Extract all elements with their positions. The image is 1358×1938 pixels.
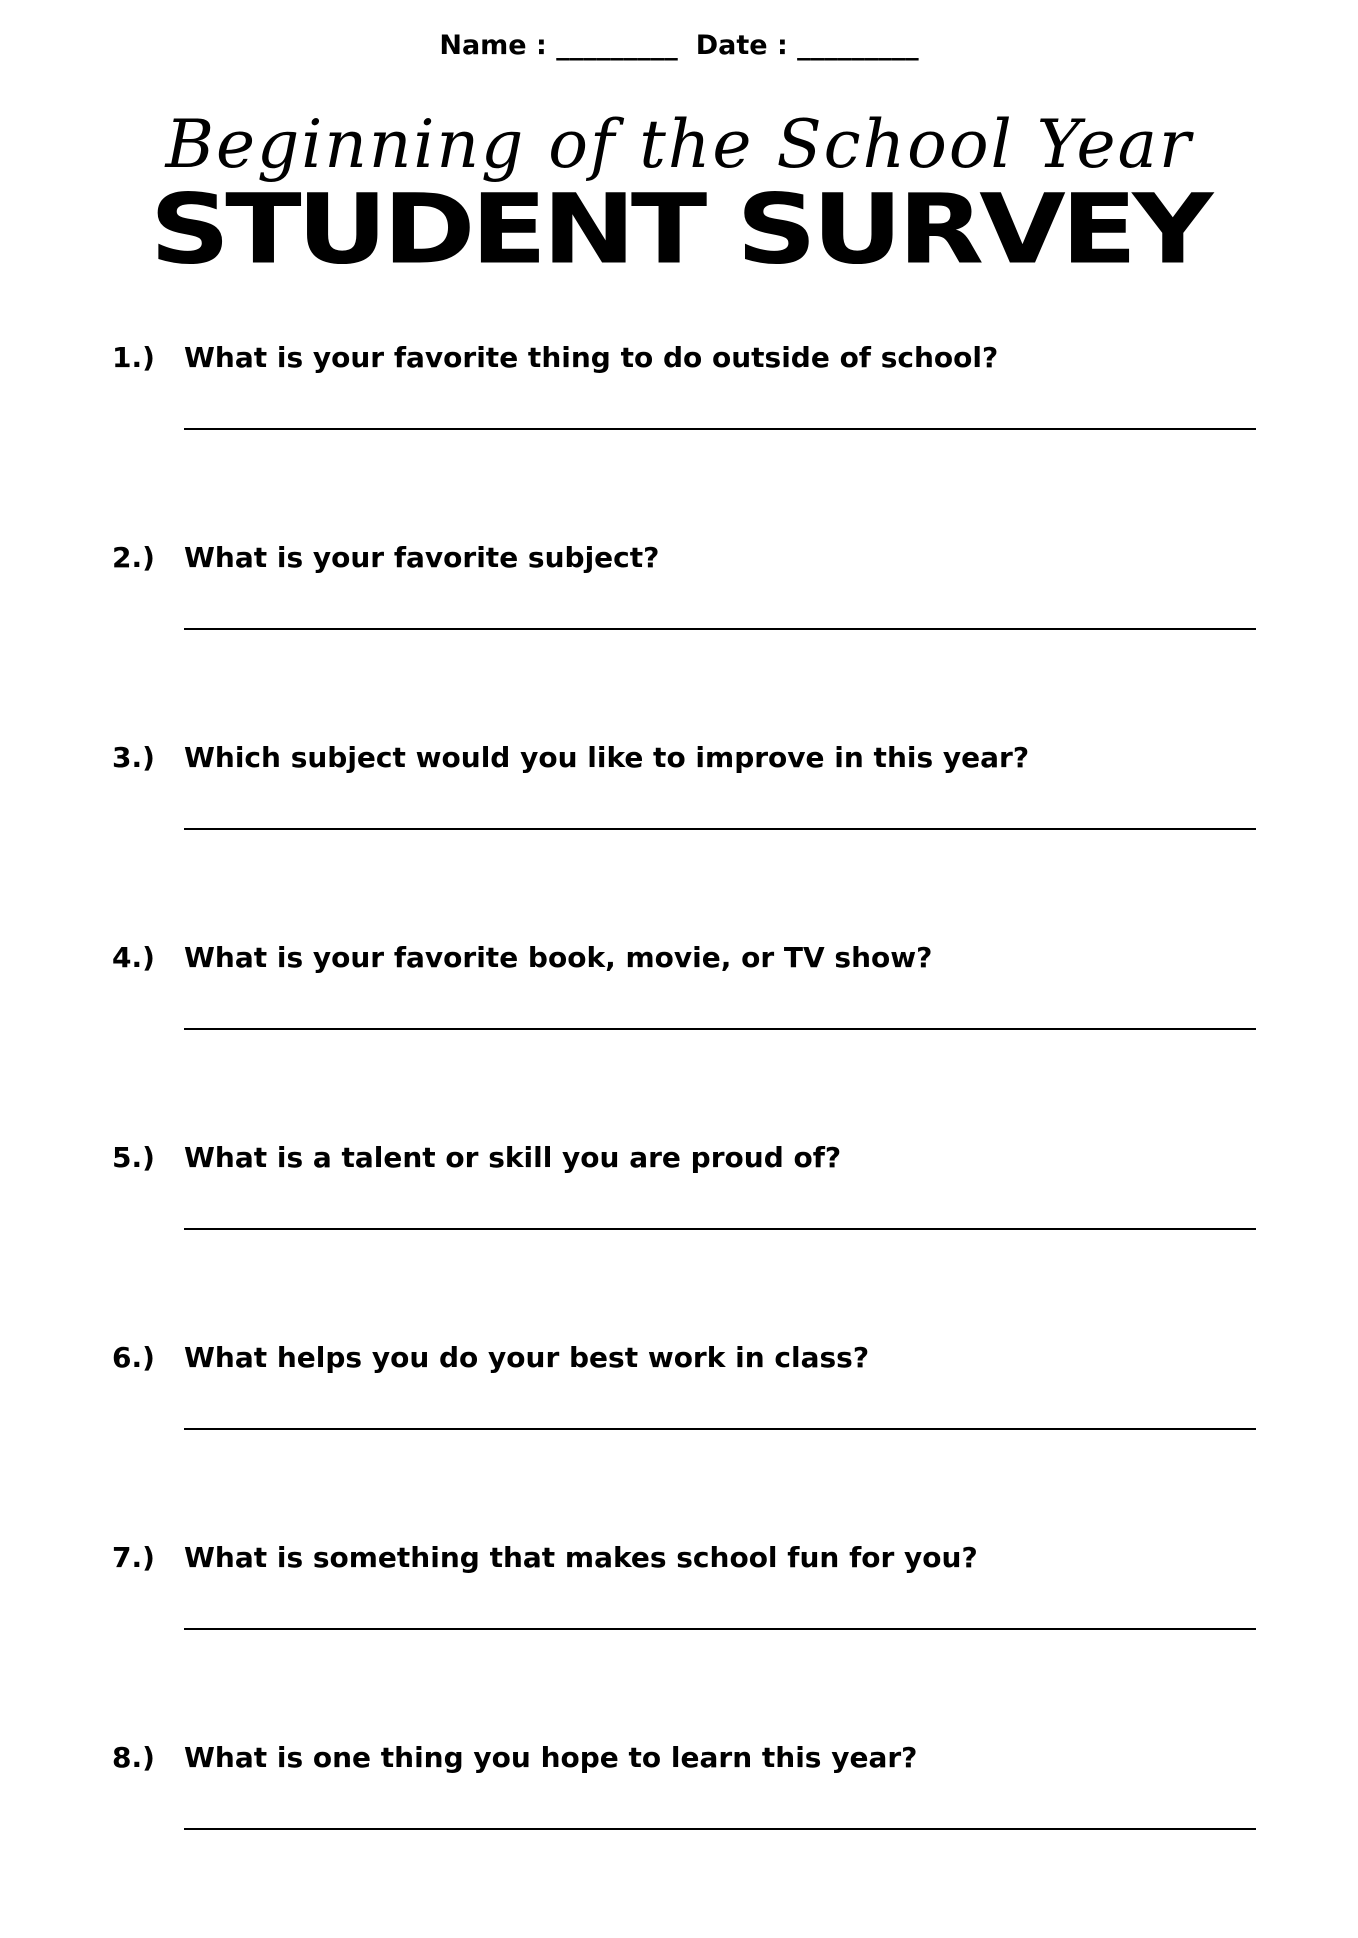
page-title: STUDENT SURVEY [149,173,1209,286]
question-2 [0,538,1358,738]
question-text: What is your favorite book, movie, or TV show? [184,941,933,974]
question-number: 3.) [112,741,155,774]
question-text: What is something that makes school fun for you? [184,1541,978,1574]
question-text: What is one thing you hope to learn this year? [184,1741,918,1774]
date-field[interactable]: Date : _________ [695,30,919,61]
question-number: 8.) [112,1741,155,1774]
name-date-header [0,28,1358,64]
question-text: What is a talent or skill you are proud of? [184,1141,842,1174]
subtitle: Beginning of the School Year [165,106,1193,183]
answer-line[interactable] [184,628,1256,630]
question-7 [0,1538,1358,1738]
question-number: 1.) [112,341,155,374]
question-1 [0,338,1358,538]
question-number: 2.) [112,541,155,574]
question-number: 4.) [112,941,155,974]
question-list [0,338,1358,1938]
question-number: 7.) [112,1541,155,1574]
answer-line[interactable] [184,1028,1256,1030]
answer-line[interactable] [184,428,1256,430]
question-text: What is your favorite thing to do outside of school? [184,341,999,374]
answer-line[interactable] [184,1228,1256,1230]
question-3 [0,738,1358,938]
question-text: What helps you do your best work in class? [184,1341,870,1374]
answer-line[interactable] [184,1428,1256,1430]
answer-line[interactable] [184,1628,1256,1630]
question-text: What is your favorite subject? [184,541,660,574]
question-5 [0,1138,1358,1338]
question-number: 5.) [112,1141,155,1174]
question-4 [0,938,1358,1138]
answer-line[interactable] [184,1828,1256,1830]
question-6 [0,1338,1358,1538]
question-number: 6.) [112,1341,155,1374]
question-text: Which subject would you like to improve in this year? [184,741,1030,774]
question-8 [0,1738,1358,1938]
answer-line[interactable] [184,828,1256,830]
name-field[interactable]: Name : _________ [439,30,678,61]
